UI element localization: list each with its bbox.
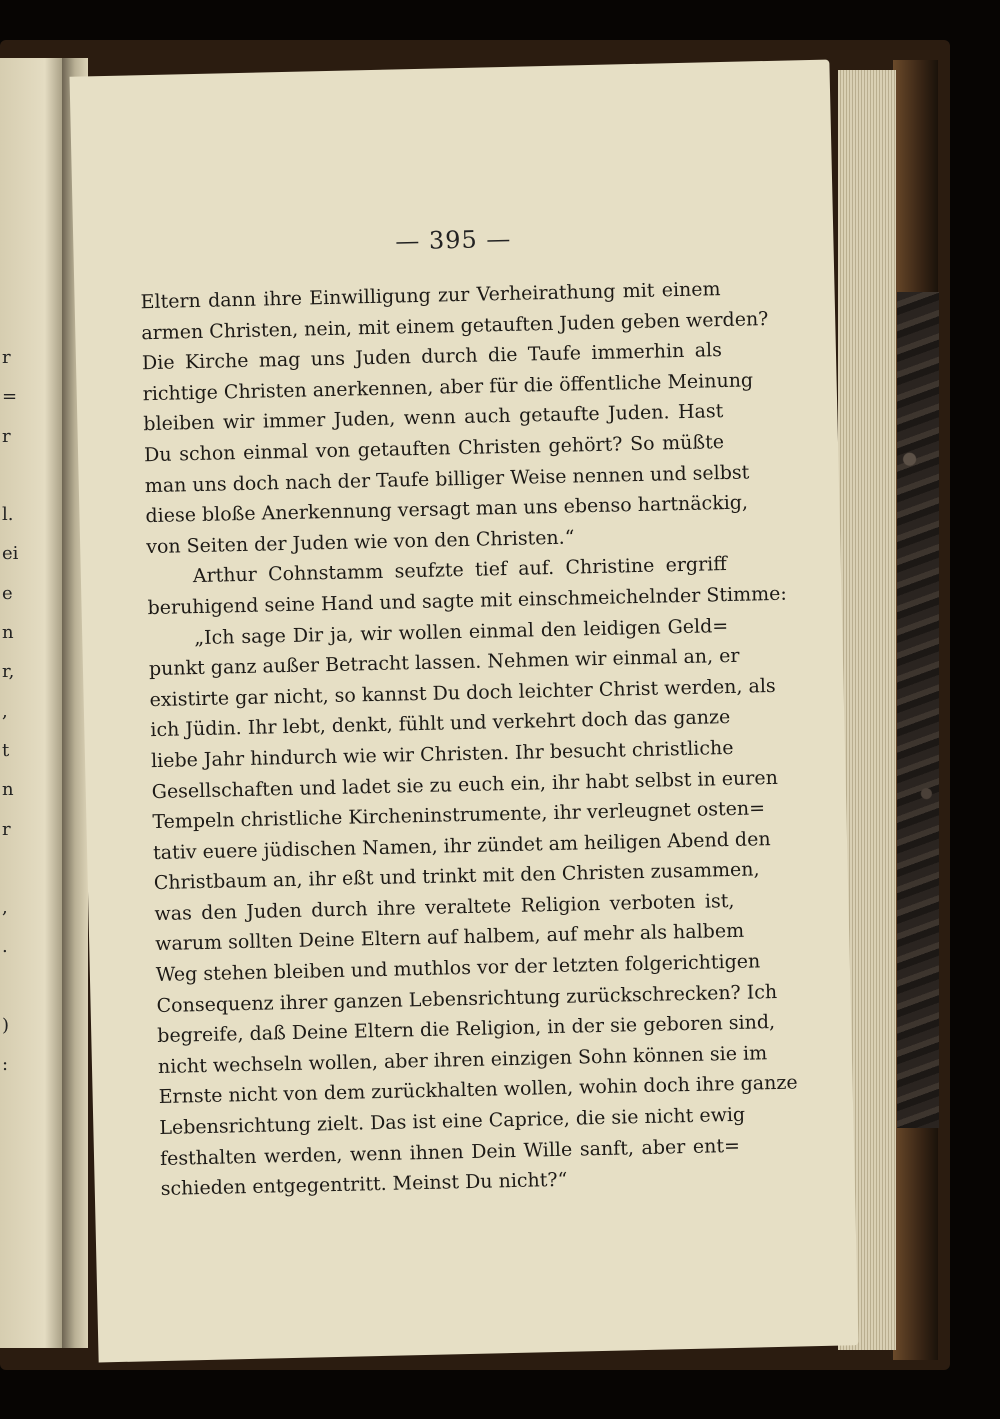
text-line: richtige Christen anerkennen, aber für die öffentliche Meinung bbox=[142, 369, 754, 405]
marbled-cover-edge bbox=[897, 292, 939, 1128]
text-line: liebe Jahr hindurch wie wir Christen. Ihr besucht christliche bbox=[150, 736, 734, 773]
text-line: beruhigend seine Hand und sagte mit einschmeichelnder Stimme: bbox=[147, 582, 787, 620]
edge-glyph: r bbox=[2, 818, 11, 840]
edge-glyph: e bbox=[2, 582, 13, 604]
text-line: armen Christen, nein, mit einem getauften Juden geben werden? bbox=[141, 307, 769, 344]
text-line: Gesellschaften und ladet sie zu euch ein, ihr habt selbst in euren bbox=[151, 766, 779, 803]
text-line: Du schon einmal von getauften Christen gehört? So müßte bbox=[143, 431, 725, 467]
text-line: existirte gar nicht, so kannst Du doch leichter Christ werden, als bbox=[149, 674, 776, 711]
text-line: Weg stehen bleiben und muthlos vor der letzten folgerichtigen bbox=[155, 950, 761, 987]
text-line: warum sollten Deine Eltern auf halbem, auf mehr als halbem bbox=[154, 920, 745, 956]
paragraph-start-line: „Ich sage Dir ja, wir wollen einmal den leidigen Geld= bbox=[194, 614, 729, 649]
left-page-text-fragments bbox=[0, 338, 19, 1124]
text-line: Tempeln christliche Kircheninstrumente, ihr verleugnet osten= bbox=[152, 797, 766, 834]
text-line: Eltern dann ihre Einwilligung zur Verheirathung mit einem bbox=[140, 278, 721, 314]
edge-glyph bbox=[0, 456, 16, 495]
text-line: bleiben wir immer Juden, wenn auch getaufte Juden. Hast bbox=[143, 400, 724, 436]
edge-glyph: r bbox=[2, 347, 11, 368]
text-line: Christbaum an, ihr eßt und trinkt mit den Christen zusammen, bbox=[153, 858, 760, 895]
text-line: ich Jüdin. Ihr lebt, denkt, fühlt und verkehrt doch das ganze bbox=[150, 706, 731, 742]
edge-glyph: ) bbox=[2, 1015, 10, 1037]
edge-glyph: r bbox=[2, 425, 11, 447]
text-line: Ernste nicht von dem zurückhalten wollen, wohin doch ihre ganze bbox=[158, 1071, 798, 1109]
edge-glyph: = bbox=[2, 386, 18, 408]
text-line: von Seiten der Juden wie von den Christen.“ bbox=[145, 526, 575, 558]
text-line: Lebensrichtung zielt. Das ist eine Caprice, die sie nicht ewig bbox=[159, 1103, 746, 1140]
text-line: diese bloße Anerkennung versagt man uns ebenso hartnäckig, bbox=[145, 491, 749, 528]
edge-glyph: n bbox=[2, 779, 14, 801]
text-line: nicht wechseln wollen, aber ihren einzigen Sohn können sie im bbox=[157, 1042, 768, 1078]
edge-glyph bbox=[0, 967, 16, 1006]
text-line: was den Juden durch ihre veraltete Religion verboten ist, bbox=[154, 889, 735, 925]
edge-glyph bbox=[0, 849, 16, 888]
edge-glyph: , bbox=[2, 700, 8, 722]
text-line: Consequenz ihrer ganzen Lebensrichtung zurückschrecken? Ich bbox=[156, 980, 778, 1017]
text-line: Die Kirche mag uns Juden durch die Taufe immerhin als bbox=[141, 339, 723, 375]
edge-glyph: r, bbox=[2, 661, 15, 683]
text-line: begreife, daß Deine Eltern die Religion, in der sie geboren sind, bbox=[157, 1011, 776, 1048]
page-number: — 395 — bbox=[394, 224, 512, 256]
edge-glyph: , bbox=[2, 897, 8, 919]
page-body-text bbox=[140, 274, 798, 1205]
edge-glyph: l. bbox=[2, 504, 14, 526]
text-line: tativ euere jüdischen Namen, ihr zündet am heiligen Abend den bbox=[152, 827, 771, 864]
edge-glyph bbox=[0, 1085, 16, 1124]
edge-glyph: . bbox=[2, 936, 8, 958]
right-page bbox=[70, 60, 859, 1363]
edge-glyph: t bbox=[2, 739, 10, 761]
text-line: festhalten werden, wenn ihnen Dein Wille sanft, aber ent= bbox=[159, 1134, 741, 1170]
edge-glyph: : bbox=[2, 1054, 9, 1076]
paragraph-start-line: Arthur Cohnstamm seufzte tief auf. Christine ergriff bbox=[192, 553, 727, 588]
edge-glyph: ei bbox=[2, 543, 19, 565]
text-line: punkt ganz außer Betracht lassen. Nehmen wir einmal an, er bbox=[148, 644, 740, 681]
text-line: man uns doch nach der Taufe billiger Weise nennen und selbst bbox=[144, 461, 750, 497]
text-line: schieden entgegentritt. Meinst Du nicht?“ bbox=[160, 1168, 568, 1201]
left-page bbox=[0, 58, 64, 1348]
edge-glyph: n bbox=[2, 622, 14, 644]
